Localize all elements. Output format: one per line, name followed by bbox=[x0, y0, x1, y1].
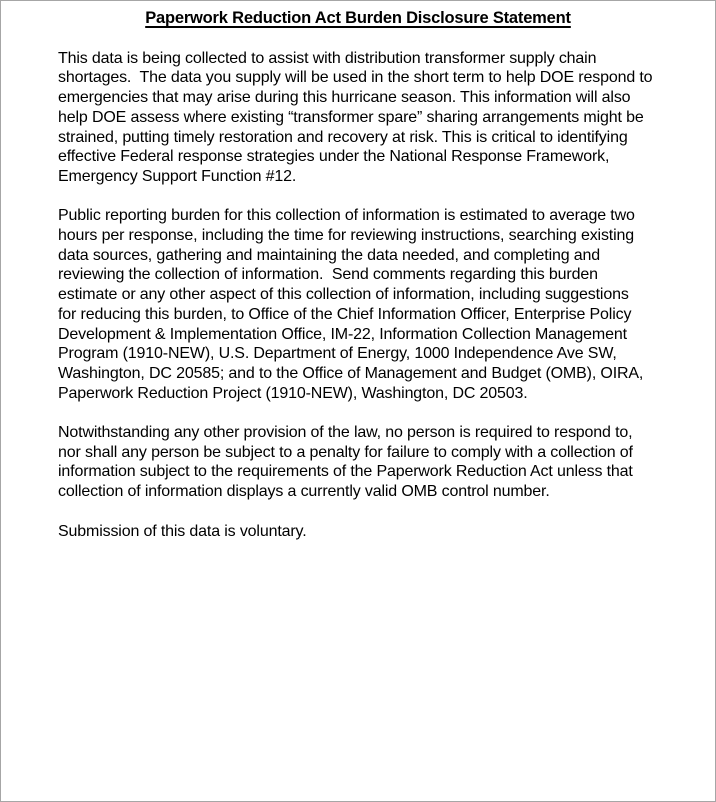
text-line: Public reporting burden for this collection of information is estimated to average two bbox=[58, 207, 635, 225]
text-line: nor shall any person be subject to a penalty for failure to comply with a collection of bbox=[58, 443, 633, 461]
text-line: hours per response, including the time for reviewing instructions, searching existing bbox=[58, 227, 634, 244]
document-title: Paperwork Reduction Act Burden Disclosure Statement bbox=[145, 9, 571, 27]
text-line: collection of information displays a currently valid OMB control number. bbox=[58, 483, 550, 501]
paragraph-public-reporting-burden bbox=[58, 206, 711, 403]
text-line: This data is being collected to assist with distribution transformer supply chain bbox=[58, 49, 597, 67]
text-line: Submission of this data is voluntary. bbox=[58, 522, 307, 540]
text-line: Program (1910-NEW), U.S. Department of Energy, 1000 Independence Ave SW, bbox=[58, 345, 617, 363]
text-line: Notwithstanding any other provision of the law, no person is required to respond to, bbox=[58, 424, 633, 442]
text-line: data sources, gathering and maintaining the data needed, and completing and bbox=[58, 246, 601, 264]
text-line: estimate or any other aspect of this collection of information, including suggestions bbox=[58, 286, 629, 304]
text-line: strained, putting timely restoration and recovery at risk. This is critical to identifying bbox=[58, 128, 628, 146]
text-line: reviewing the collection of information. Send comments regarding this burden bbox=[58, 266, 598, 284]
text-line: emergencies that may arise during this hurricane season. This information will also bbox=[58, 89, 631, 107]
text-line: information subject to the requirements of the Paperwork Reduction Act unless that bbox=[58, 463, 633, 481]
text-line: shortages. The data you supply will be used in the short term to help DOE respond to bbox=[58, 69, 653, 87]
paragraph-voluntary-submission bbox=[58, 522, 711, 542]
paragraph-data-collection-purpose bbox=[58, 49, 711, 187]
text-line: help DOE assess where existing “transformer spare” sharing arrangements might be bbox=[58, 108, 644, 126]
text-line: effective Federal response strategies under the National Response Framework, bbox=[58, 148, 610, 166]
text-line: Development & Implementation Office, IM-22, Information Collection Management bbox=[58, 325, 627, 343]
paragraph-notwithstanding-provision bbox=[58, 423, 711, 502]
text-line: Paperwork Reduction Project (1910-NEW), Washington, DC 20503. bbox=[58, 384, 528, 402]
document-body bbox=[1, 49, 715, 542]
text-line: Emergency Support Function #12. bbox=[58, 167, 297, 185]
text-line: for reducing this burden, to Office of the Chief Information Officer, Enterprise Policy bbox=[58, 305, 632, 323]
text-line: Washington, DC 20585; and to the Office of Management and Budget (OMB), OIRA, bbox=[58, 364, 644, 382]
